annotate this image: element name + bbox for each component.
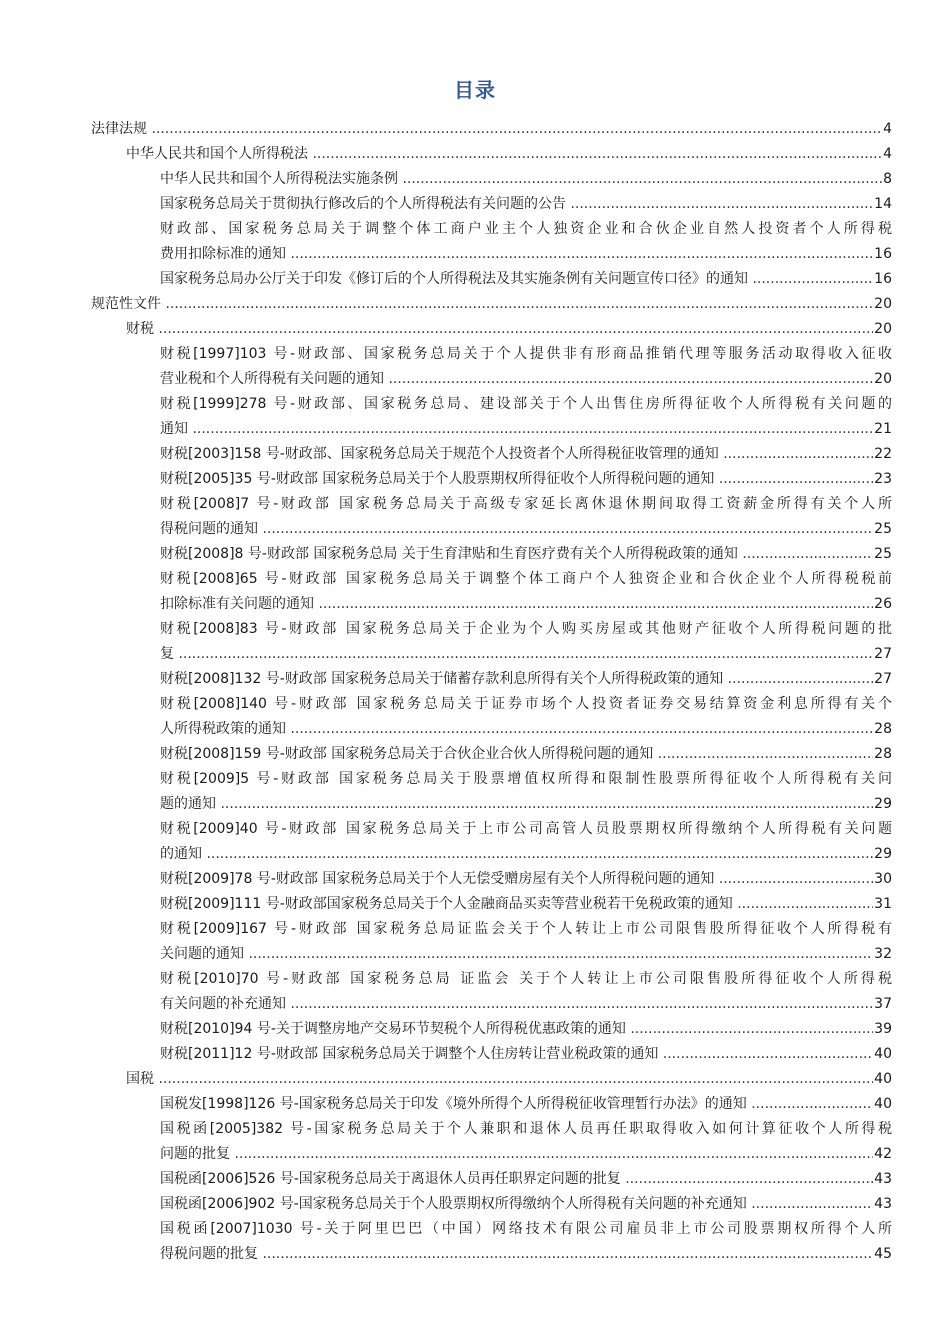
- toc-entry-first-line: 财税[2008]140 号-财政部 国家税务总局关于证券市场个人投资者证券交易结算资金利息所得有关个: [160, 696, 892, 712]
- toc-entry-text: 法律法规 .....: [91, 117, 892, 142]
- toc-entry-text: 财税[2008]8 号-财政部 国家税务总局 关于生育津贴和生育医疗费有关个人所得税政策的通知 .....: [160, 542, 892, 567]
- toc-entry[interactable]: [160, 442, 892, 467]
- toc-entry-text: 财税[2011]12 号-财政部 国家税务总局关于调整个人住房转让营业税政策的通知 .....: [160, 1042, 892, 1067]
- toc-entry[interactable]: [160, 467, 892, 492]
- toc-entry[interactable]: [160, 967, 892, 1017]
- toc-entry[interactable]: [160, 1017, 892, 1042]
- toc-entry-first-line: 财税[1997]103 号-财政部、国家税务总局关于个人提供非有形商品推销代理等服务活动取得收入征收: [160, 346, 892, 362]
- toc-entry-page: 42: [873, 1142, 892, 1167]
- toc-entry[interactable]: [160, 192, 892, 217]
- toc-entry-text: 财税[2005]35 号-财政部 国家税务总局关于个人股票期权所得征收个人所得税问题的通知 .....: [160, 467, 892, 492]
- toc-entry[interactable]: [160, 917, 892, 967]
- toc-entry-page: 23: [873, 467, 892, 492]
- toc-entry[interactable]: [160, 167, 892, 192]
- toc-entry-page: 40: [873, 1092, 892, 1117]
- toc-entry-text: 国税 .....: [126, 1067, 892, 1092]
- toc-entry-text: 中华人民共和国个人所得税法 .....: [126, 142, 892, 167]
- toc-entry-text: 国税函[2006]526 号-国家税务总局关于离退休人员再任职界定问题的批复 .....: [160, 1167, 892, 1192]
- toc-entry-text: 的通知 .....: [160, 842, 892, 867]
- toc-entry-page: 28: [873, 717, 892, 742]
- toc-entry[interactable]: [160, 1042, 892, 1067]
- toc-entry-page: 26: [873, 592, 892, 617]
- toc-entry-text: 通知 .....: [160, 417, 892, 442]
- toc-entry[interactable]: [160, 392, 892, 442]
- toc-entry-first-line: 财税[2008]65 号-财政部 国家税务总局关于调整个体工商户个人独资企业和合伙企业个人所得税税前: [160, 571, 892, 587]
- toc-entry-page: 25: [873, 542, 892, 567]
- toc-entry-first-line: 财税[2009]40 号-财政部 国家税务总局关于上市公司高管人员股票期权所得缴纳个人所得税有关问题: [160, 821, 892, 837]
- toc-entry[interactable]: [91, 292, 892, 317]
- toc-entry-page: 4: [882, 117, 892, 142]
- toc-entry[interactable]: [160, 342, 892, 392]
- toc-entry-text: 得税问题的通知 .....: [160, 517, 892, 542]
- toc-entry[interactable]: [160, 267, 892, 292]
- toc-entry[interactable]: [160, 1117, 892, 1167]
- toc-entry-text: 财税[2010]94 号-关于调整房地产交易环节契税个人所得税优惠政策的通知 .....: [160, 1017, 892, 1042]
- toc-entry-page: 39: [873, 1017, 892, 1042]
- toc-entry-page: 37: [873, 992, 892, 1017]
- toc-entry[interactable]: [160, 892, 892, 917]
- toc-entry-page: 43: [873, 1192, 892, 1217]
- toc-entry-page: 22: [873, 442, 892, 467]
- toc-entry-text: 得税问题的批复 .....: [160, 1242, 892, 1267]
- toc-entry-page: 20: [873, 367, 892, 392]
- toc-entry[interactable]: [160, 742, 892, 767]
- toc-entry[interactable]: [160, 667, 892, 692]
- toc-entry-page: 29: [873, 842, 892, 867]
- toc-entry-page: 4: [882, 142, 892, 167]
- toc-entry-page: 30: [873, 867, 892, 892]
- toc-entry-first-line: 财政部、国家税务总局关于调整个体工商户业主个人独资企业和合伙企业自然人投资者个人所得税: [160, 221, 892, 237]
- toc-entry[interactable]: [160, 767, 892, 817]
- toc-entry[interactable]: [160, 492, 892, 542]
- toc-entry-page: 8: [882, 167, 892, 192]
- toc-entry-page: 32: [873, 942, 892, 967]
- toc-entry-first-line: 财税[2008]83 号-财政部 国家税务总局关于企业为个人购买房屋或其他财产征收个人所得税问题的批: [160, 621, 892, 637]
- toc-entry[interactable]: [126, 1067, 892, 1092]
- toc-entry-page: 27: [873, 667, 892, 692]
- toc-entry-page: 27: [873, 642, 892, 667]
- toc-entry-text: 财税[2009]111 号-财政部国家税务总局关于个人金融商品买卖等营业税若干免税政策的通知 .....: [160, 892, 892, 917]
- toc-entry-text: 财税[2003]158 号-财政部、国家税务总局关于规范个人投资者个人所得税征收管理的通知 .....: [160, 442, 892, 467]
- toc-entry[interactable]: [160, 1092, 892, 1117]
- toc-entry-first-line: 财税[2010]70 号-财政部 国家税务总局 证监会 关于个人转让上市公司限售股所得征收个人所得税: [160, 971, 892, 987]
- toc-entry-page: 16: [873, 267, 892, 292]
- toc-entry-first-line: 财税[2008]7 号-财政部 国家税务总局关于高级专家延长离休退休期间取得工资薪金所得有关个人所: [160, 496, 892, 512]
- toc-entry-page: 43: [873, 1167, 892, 1192]
- toc-entry-page: 40: [873, 1042, 892, 1067]
- toc-entry-first-line: 国税函[2005]382 号-国家税务总局关于个人兼职和退休人员再任职取得收入如何计算征收个人所得税: [160, 1121, 892, 1137]
- toc-entry[interactable]: [91, 117, 892, 142]
- toc-entry[interactable]: [160, 542, 892, 567]
- toc-entry-text: 中华人民共和国个人所得税法实施条例 .....: [160, 167, 892, 192]
- toc-entry-text: 国税函[2006]902 号-国家税务总局关于个人股票期权所得缴纳个人所得税有关问题的补充通知 .....: [160, 1192, 892, 1217]
- toc-entry-first-line: 财税[2009]167 号-财政部 国家税务总局证监会关于个人转让上市公司限售股所得征收个人所得税有: [160, 921, 892, 937]
- toc-entry[interactable]: [160, 1192, 892, 1217]
- toc-entry-text: 扣除标准有关问题的通知 .....: [160, 592, 892, 617]
- toc-entry-page: 40: [873, 1067, 892, 1092]
- toc-entry[interactable]: [126, 317, 892, 342]
- toc-entry-first-line: 财税[1999]278 号-财政部、国家税务总局、建设部关于个人出售住房所得征收个人所得税有关问题的: [160, 396, 892, 412]
- toc-entry-text: 关问题的通知 .....: [160, 942, 892, 967]
- toc-entry-page: 21: [873, 417, 892, 442]
- toc-entry-text: 人所得税政策的通知 .....: [160, 717, 892, 742]
- toc-entry[interactable]: [160, 617, 892, 667]
- toc-entry-text: 费用扣除标准的通知 .....: [160, 242, 892, 267]
- toc-entry-first-line: 国税函[2007]1030 号-关于阿里巴巴（中国）网络技术有限公司雇员非上市公司股票期权所得个人所: [160, 1221, 892, 1237]
- toc-entry-text: 财税[2009]78 号-财政部 国家税务总局关于个人无偿受赠房屋有关个人所得税问题的通知 .....: [160, 867, 892, 892]
- toc-entry-page: 14: [873, 192, 892, 217]
- toc-entry-page: 16: [873, 242, 892, 267]
- toc-entry-page: 31: [873, 892, 892, 917]
- toc-entry-text: 国税发[1998]126 号-国家税务总局关于印发《境外所得个人所得税征收管理暂行办法》的通知 .....: [160, 1092, 892, 1117]
- toc-entry-page: 45: [873, 1242, 892, 1267]
- toc-entry-text: 复 .....: [160, 642, 892, 667]
- toc-entry-page: 28: [873, 742, 892, 767]
- toc-entry[interactable]: [160, 867, 892, 892]
- toc-entry-page: 29: [873, 792, 892, 817]
- toc-entry-text: 财税[2008]159 号-财政部 国家税务总局关于合伙企业合伙人所得税问题的通知 .....: [160, 742, 892, 767]
- toc-entry[interactable]: [160, 692, 892, 742]
- toc-entry[interactable]: [126, 142, 892, 167]
- toc-entry-page: 20: [873, 317, 892, 342]
- toc-entry-text: 国家税务总局关于贯彻执行修改后的个人所得税法有关问题的公告 .....: [160, 192, 892, 217]
- toc-entry-text: 规范性文件 .....: [91, 292, 892, 317]
- toc-entry-text: 财税[2008]132 号-财政部 国家税务总局关于储蓄存款利息所得有关个人所得税政策的通知 .....: [160, 667, 892, 692]
- toc-entry-text: 财税 .....: [126, 317, 892, 342]
- toc-entry-text: 问题的批复 .....: [160, 1142, 892, 1167]
- toc-entry[interactable]: [160, 1167, 892, 1192]
- toc-entry-page: 25: [873, 517, 892, 542]
- toc-entry-text: 国家税务总局办公厅关于印发《修订后的个人所得税法及其实施条例有关问题宣传口径》的通知 .....: [160, 267, 892, 292]
- toc-entry-first-line: 财税[2009]5 号-财政部 国家税务总局关于股票增值权所得和限制性股票所得征收个人所得税有关问: [160, 771, 892, 787]
- toc-list: [0, 117, 950, 1267]
- toc-entry-text: 题的通知 .....: [160, 792, 892, 817]
- toc-title: 目录: [454, 78, 496, 102]
- toc-entry-text: 营业税和个人所得税有关问题的通知 .....: [160, 367, 892, 392]
- toc-entry-page: 20: [873, 292, 892, 317]
- toc-entry[interactable]: [160, 1217, 892, 1267]
- toc-entry[interactable]: [160, 567, 892, 617]
- toc-entry[interactable]: [160, 817, 892, 867]
- toc-entry[interactable]: [160, 217, 892, 267]
- toc-entry-text: 有关问题的补充通知 .....: [160, 992, 892, 1017]
